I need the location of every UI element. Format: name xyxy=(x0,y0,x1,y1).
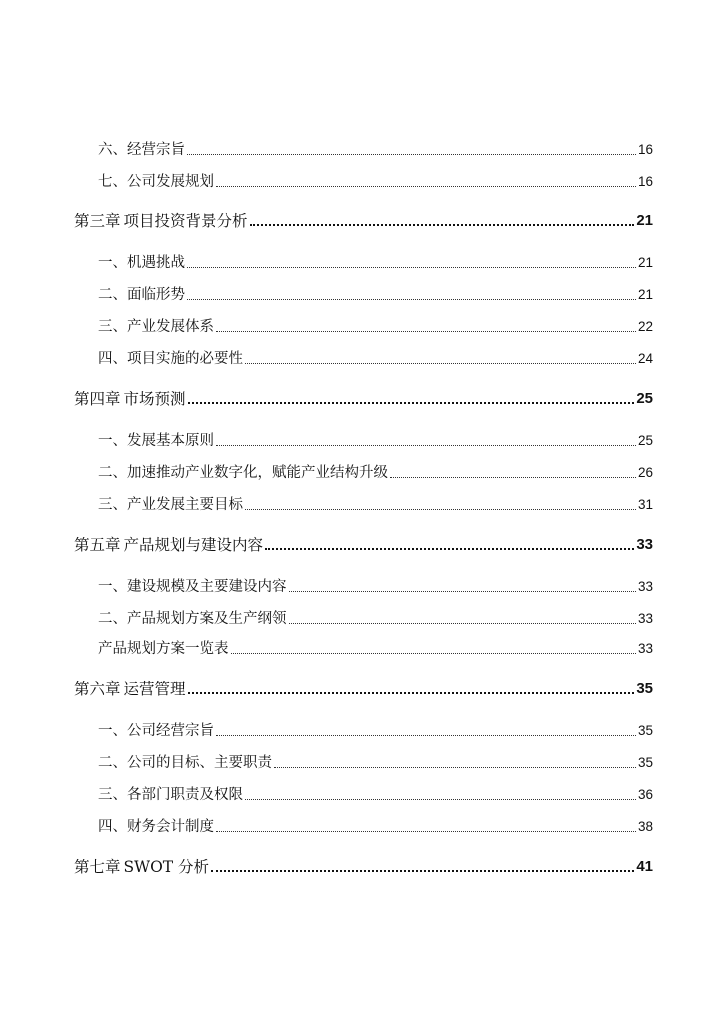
toc-section-entry[interactable] xyxy=(0,137,724,159)
toc-entry-number: 三、 xyxy=(98,787,127,803)
dot-leader xyxy=(216,831,636,832)
toc-chapter-entry[interactable] xyxy=(0,208,724,230)
toc-section-entry[interactable] xyxy=(0,606,724,628)
toc-entry-title: 项目投资背景分析 xyxy=(123,212,248,230)
toc-page-number: 33 xyxy=(637,611,653,626)
toc-page-number: 41 xyxy=(636,858,653,875)
toc-entry-title: 加速推动产业数字化，赋能产业结构升级 xyxy=(127,465,388,481)
toc-entry-number: 一、 xyxy=(98,723,127,739)
dot-leader xyxy=(231,653,636,654)
toc-entry-heading xyxy=(98,578,287,596)
toc-entry-title: 产品规划方案及生产纲领 xyxy=(127,611,287,627)
toc-entry-title: 产业发展体系 xyxy=(127,319,214,335)
dot-leader xyxy=(216,331,636,332)
toc-entry-title: 经营宗旨 xyxy=(127,142,185,158)
toc-entry-title: SWOT 分析 xyxy=(123,858,210,876)
toc-entry-title: 产业发展主要目标 xyxy=(127,497,243,513)
dot-leader xyxy=(187,154,636,155)
toc-entry-heading xyxy=(74,858,209,876)
toc-entry-title: 公司经营宗旨 xyxy=(127,723,214,739)
toc-section-entry[interactable] xyxy=(0,282,724,304)
toc-entry-title: 项目实施的必要性 xyxy=(127,351,243,367)
toc-entry-title: 发展基本原则 xyxy=(127,433,214,449)
toc-entry-heading xyxy=(98,464,388,482)
toc-page-number: 33 xyxy=(637,579,653,594)
toc-page-number: 38 xyxy=(637,819,653,834)
toc-entry-heading xyxy=(74,680,186,698)
toc-entry-heading xyxy=(98,318,214,336)
toc-entry-heading xyxy=(98,786,243,804)
dot-leader xyxy=(188,402,635,404)
toc-chapter-entry[interactable] xyxy=(0,532,724,554)
dot-leader xyxy=(390,477,636,478)
toc-entry-heading xyxy=(98,496,243,514)
toc-page-number: 21 xyxy=(637,287,653,302)
toc-page-number: 33 xyxy=(637,641,653,656)
toc-page-number: 33 xyxy=(636,536,653,553)
toc-section-entry[interactable] xyxy=(0,782,724,804)
toc-entry-number: 二、 xyxy=(98,465,127,481)
toc-chapter-entry[interactable] xyxy=(0,854,724,876)
toc-page-number: 21 xyxy=(636,212,653,229)
dot-leader xyxy=(245,509,636,510)
toc-page-number: 35 xyxy=(637,723,653,738)
toc-entry-title: 财务会计制度 xyxy=(127,819,214,835)
toc-entry-number: 四、 xyxy=(98,819,127,835)
toc-section-entry[interactable] xyxy=(0,814,724,836)
toc-chapter-entry[interactable] xyxy=(0,386,724,408)
toc-entry-title: 建设规模及主要建设内容 xyxy=(127,579,287,595)
toc-entry-title: 各部门职责及权限 xyxy=(127,787,243,803)
toc-page-number: 31 xyxy=(637,497,653,512)
toc-entry-heading xyxy=(98,754,272,772)
toc-entry-number: 三、 xyxy=(98,319,127,335)
toc-entry-number: 二、 xyxy=(98,287,127,303)
toc-page-number: 25 xyxy=(637,433,653,448)
toc-entry-heading xyxy=(74,212,248,230)
toc-section-entry[interactable] xyxy=(0,250,724,272)
toc-entry-number: 第三章 xyxy=(74,212,121,230)
toc-page-number: 16 xyxy=(637,142,653,157)
toc-section-entry[interactable] xyxy=(0,492,724,514)
toc-section-entry[interactable] xyxy=(0,750,724,772)
toc-entry-number: 第四章 xyxy=(74,390,121,408)
toc-entry-title: 产品规划方案一览表 xyxy=(98,641,229,657)
toc-section-entry[interactable] xyxy=(0,314,724,336)
dot-leader xyxy=(216,186,636,187)
toc-entry-number: 六、 xyxy=(98,142,127,158)
dot-leader xyxy=(289,623,636,624)
toc-section-entry[interactable] xyxy=(0,636,724,658)
dot-leader xyxy=(274,767,636,768)
toc-entry-heading xyxy=(98,286,185,304)
toc-section-entry[interactable] xyxy=(0,346,724,368)
toc-chapter-entry[interactable] xyxy=(0,676,724,698)
toc-section-entry[interactable] xyxy=(0,169,724,191)
toc-page-number: 36 xyxy=(637,787,653,802)
toc-entry-heading xyxy=(98,254,185,272)
dot-leader xyxy=(245,799,636,800)
toc-entry-heading xyxy=(98,818,214,836)
toc-entry-number: 三、 xyxy=(98,497,127,513)
toc-page-number: 35 xyxy=(637,755,653,770)
toc-entry-number: 一、 xyxy=(98,255,127,271)
toc-section-entry[interactable] xyxy=(0,428,724,450)
toc-entry-heading xyxy=(98,432,214,450)
toc-entry-heading xyxy=(74,536,263,554)
toc-entry-number: 四、 xyxy=(98,351,127,367)
dot-leader xyxy=(188,692,635,694)
toc-entry-number: 一、 xyxy=(98,579,127,595)
toc-page-number: 24 xyxy=(637,351,653,366)
toc-page-number: 21 xyxy=(637,255,653,270)
dot-leader xyxy=(289,591,636,592)
toc-entry-number: 第六章 xyxy=(74,680,121,698)
toc-page-number: 35 xyxy=(636,680,653,697)
toc-entry-heading xyxy=(98,722,214,740)
toc-entry-heading xyxy=(98,141,185,159)
dot-leader xyxy=(211,870,634,872)
toc-entry-number: 二、 xyxy=(98,611,127,627)
toc-entry-title: 运营管理 xyxy=(123,680,186,698)
toc-page-number: 26 xyxy=(637,465,653,480)
toc-page-number: 16 xyxy=(637,174,653,189)
dot-leader xyxy=(187,299,636,300)
dot-leader xyxy=(216,445,636,446)
toc-entry-number: 第五章 xyxy=(74,536,121,554)
toc-entry-title: 市场预测 xyxy=(123,390,186,408)
toc-entry-heading xyxy=(74,390,186,408)
dot-leader xyxy=(245,363,636,364)
toc-entry-title: 面临形势 xyxy=(127,287,185,303)
toc-entry-number: 一、 xyxy=(98,433,127,449)
toc-section-entry[interactable] xyxy=(0,574,724,596)
toc-entry-title: 产品规划与建设内容 xyxy=(123,536,264,554)
toc-entry-number: 第七章 xyxy=(74,858,121,876)
toc-section-entry[interactable] xyxy=(0,718,724,740)
toc-entry-title: 机遇挑战 xyxy=(127,255,185,271)
toc-section-entry[interactable] xyxy=(0,460,724,482)
toc-entry-title: 公司发展规划 xyxy=(127,174,214,190)
toc-entry-number: 七、 xyxy=(98,174,127,190)
toc-page-number: 25 xyxy=(636,390,653,407)
dot-leader xyxy=(250,224,635,226)
toc-entry-heading xyxy=(98,610,287,628)
dot-leader xyxy=(216,735,636,736)
toc-entry-heading xyxy=(98,173,214,191)
toc-entry-number: 二、 xyxy=(98,755,127,771)
toc-entry-heading xyxy=(98,350,243,368)
toc-entry-title: 公司的目标、主要职责 xyxy=(127,755,272,771)
dot-leader xyxy=(265,548,634,550)
toc-entry-heading xyxy=(98,640,229,658)
toc-page-number: 22 xyxy=(637,319,653,334)
dot-leader xyxy=(187,267,636,268)
